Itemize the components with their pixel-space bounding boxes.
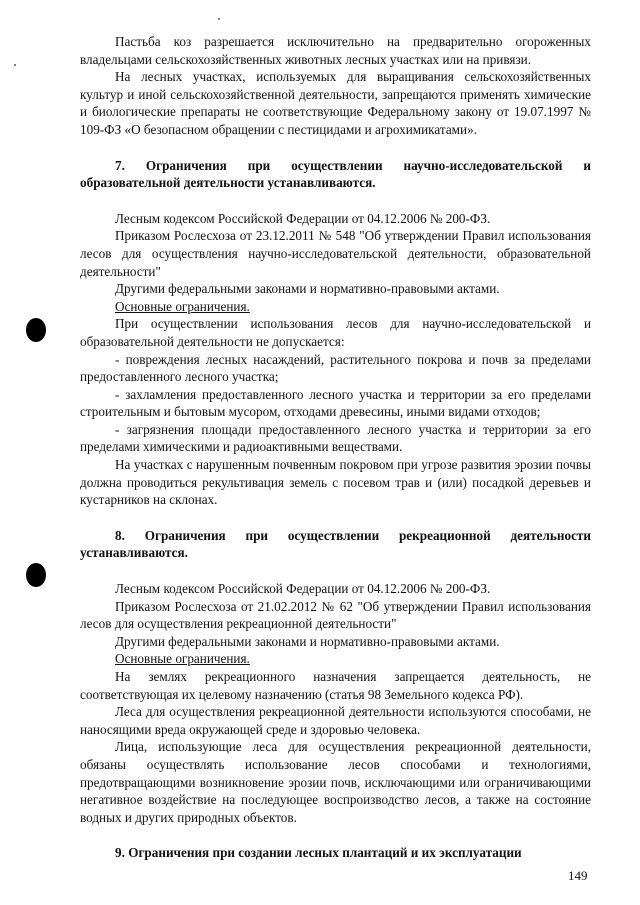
section-7-not-allowed-intro: При осуществлении использования лесов для научно-исследовательской и образовательной деятельности не допускается: <box>80 316 591 349</box>
page-number: 149 <box>568 868 588 883</box>
section-7-item-damage: - повреждения лесных насаждений, растительного покрова и почв за пределами предоставленного лесного участка; <box>80 351 591 385</box>
section-heading-7: 7. Ограничения при осуществлении научно-исследовательской и образовательной деятельности устанавливаются. <box>80 157 591 191</box>
punch-hole-top <box>26 318 46 342</box>
section-7-recultivation: На участках с нарушенным почвенным покровом при угрозе развития эрозии почвы должна проводиться рекультивация земель с посевом трав и (или) посадкой деревьев и кустарников на склонах. <box>80 457 591 508</box>
section-8-harmless-methods: Леса для осуществления рекреационной деятельности используются способами, не наносящими вреда окружающей среде и здоровью человека. <box>80 704 591 737</box>
section-heading-9: 9. Ограничения при создании лесных плантаций и их эксплуатации <box>115 845 522 861</box>
section-8-order: Приказом Рослесхоза от 21.02.2012 № 62 "Об утверждении Правил использования лесов для осуществления рекреационной деятельности" <box>80 598 591 632</box>
section-7-other-laws: Другими федеральными законами и нормативно-правовыми актами. <box>115 281 500 297</box>
section-8-other-laws: Другими федеральными законами и нормативно-правовыми актами. <box>115 633 500 649</box>
paragraph-agricultural-chemicals: На лесных участках, используемых для выращивания сельскохозяйственных культур и иной сельскохозяйственной деятельности, запрещаются применять химические и биологические препараты не соответствующие Федеральному закону от 19.07.1997 № 109-ФЗ «О безопасном обращении с пестицидами и агрохимикатами». <box>80 69 591 137</box>
section-7-item-pollution: - загрязнения площади предоставленного лесного участка и территории за его пределами химическими и радиоактивными веществами. <box>80 421 591 455</box>
section-7-main-restrictions-label: Основные ограничения. <box>115 298 250 314</box>
section-heading-8: 8. Ограничения при осуществлении рекреационной деятельности устанавливаются. <box>80 527 591 561</box>
paragraph-goat-grazing: Пастьба коз разрешается исключительно на предварительно огороженных владельцами сельскохозяйственных животных лесных участках или на привязи. <box>80 34 591 67</box>
section-8-user-obligations: Лица, использующие леса для осуществления рекреационной деятельности, обязаны осуществлять использование лесов способами и технологиями, предотвращающими возникновение эрозии почв, исключающими или ограничивающими негативное воздействие на последующее воспроизводство лесов, а также на состояние водных и других природных объектов. <box>80 739 591 825</box>
punch-hole-bottom <box>26 563 46 587</box>
section-7-item-littering: - захламления предоставленного лесного участка и территории за его пределами строительным и бытовым мусором, отходами древесины, иными видами отходов; <box>80 386 591 420</box>
section-7-forest-code: Лесным кодексом Российской Федерации от 04.12.2006 № 200-ФЗ. <box>115 210 491 226</box>
scan-speck <box>218 18 220 20</box>
section-8-main-restrictions-label: Основные ограничения. <box>115 651 250 667</box>
section-8-forest-code: Лесным кодексом Российской Федерации от 04.12.2006 № 200-ФЗ. <box>115 581 491 597</box>
section-7-order: Приказом Рослесхоза от 23.12.2011 № 548 "Об утверждении Правил использования лесов для осуществления научно-исследовательской деятельности, образовательной деятельности" <box>80 228 591 279</box>
section-8-prohibited-activity: На землях рекреационного назначения запрещается деятельность, не соответствующая их целевому назначению (статья 98 Земельного кодекса РФ). <box>80 669 591 702</box>
document-body <box>80 33 591 862</box>
scan-speck <box>14 64 16 66</box>
